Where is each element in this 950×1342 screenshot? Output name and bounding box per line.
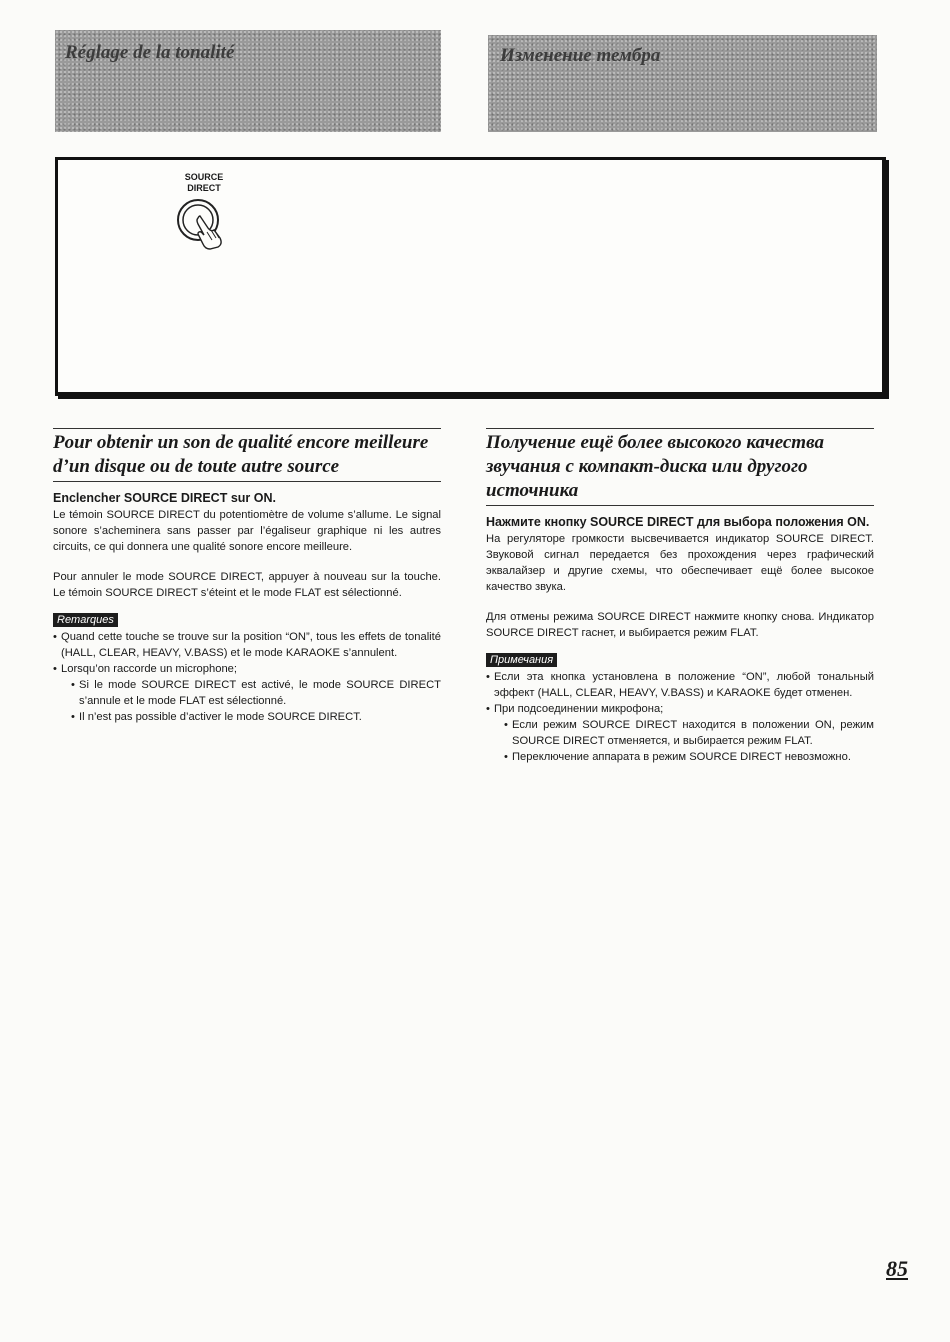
french-paragraph-2: Pour annuler le mode SOURCE DIRECT, appuyer à nouveau sur la touche. Le témoin SOURCE DIRECT s’éteint et le mode FLAT est sélectionné.	[53, 571, 441, 599]
list-item: • При подсоединении микрофона;	[486, 703, 664, 715]
banner-title-russian: Изменение тембра	[500, 45, 661, 66]
russian-paragraph-2: Для отмены режима SOURCE DIRECT нажмите кнопку снова. Индикатор SOURCE DIRECT гаснет, и выбирается режим FLAT.	[486, 611, 874, 639]
hand-pressing-button-icon	[174, 198, 230, 250]
illustration-panel	[55, 157, 886, 396]
page-number: 85	[886, 1256, 908, 1281]
french-paragraph-1: Le témoin SOURCE DIRECT du potentiomètre de volume s’allume. Le signal sonore s’acheminera sans passer par l’égaliseur graphique ni les autres circuits, ce qui donnera une qualité sonore encore meilleure.	[53, 509, 441, 553]
list-item: • Если режим SOURCE DIRECT находится в положении ON, режим SOURCE DIRECT отменяется, и выбирается режим FLAT.	[504, 719, 874, 747]
button-label-line1: SOURCE	[184, 172, 224, 182]
list-item: • Если эта кнопка установлена в положение “ON”, любой тональный эффект (HALL, CLEAR, HEAVY, V.BASS) и KARAOKE будет отменен.	[486, 671, 874, 699]
french-notes-list	[53, 629, 441, 725]
list-item: • Переключение аппарата в режим SOURCE DIRECT невозможно.	[504, 751, 851, 763]
button-label-line2: DIRECT	[187, 183, 221, 193]
russian-notes-tag: Примечания	[486, 653, 557, 667]
russian-paragraph-1: На регуляторе громкости высвечивается индикатор SOURCE DIRECT. Звуковой сигнал передается без прохождения через графический эквалайзер и другие схемы, что обеспечивает ещё более высокое качество звука.	[486, 533, 874, 593]
list-item: • Quand cette touche se trouve sur la position “ON”, tous les effets de tonalité (HALL, CLEAR, HEAVY, V.BASS) et le mode KARAOKE s’annulent.	[53, 631, 441, 659]
top-rule	[486, 428, 874, 429]
list-item: • Lorsqu’on raccorde un microphone;	[53, 663, 237, 675]
banner-french	[55, 30, 441, 132]
top-rule	[53, 428, 441, 429]
list-item: • Si le mode SOURCE DIRECT est activé, le mode SOURCE DIRECT s’annule et le mode FLAT est sélectionné.	[71, 679, 441, 707]
source-direct-button-label	[176, 172, 232, 194]
french-heading: Pour obtenir un son de qualité encore meilleure d’un disque ou de toute autre source	[53, 431, 441, 482]
russian-notes-list	[486, 669, 874, 765]
french-column	[53, 428, 441, 725]
russian-heading: Получение ещё более высокого качества звучания с компакт-диска или другого источника	[486, 431, 874, 506]
list-item: • Il n’est pas possible d’activer le mode SOURCE DIRECT.	[71, 711, 362, 723]
banner-title-french: Réglage de la tonalité	[65, 42, 235, 63]
french-notes-tag: Remarques	[53, 613, 118, 627]
russian-column	[486, 428, 874, 765]
banner-russian	[488, 35, 877, 132]
french-subhead: Enclencher SOURCE DIRECT sur ON.	[53, 491, 276, 505]
russian-subhead: Нажмите кнопку SOURCE DIRECT для выбора положения ON.	[486, 515, 870, 529]
